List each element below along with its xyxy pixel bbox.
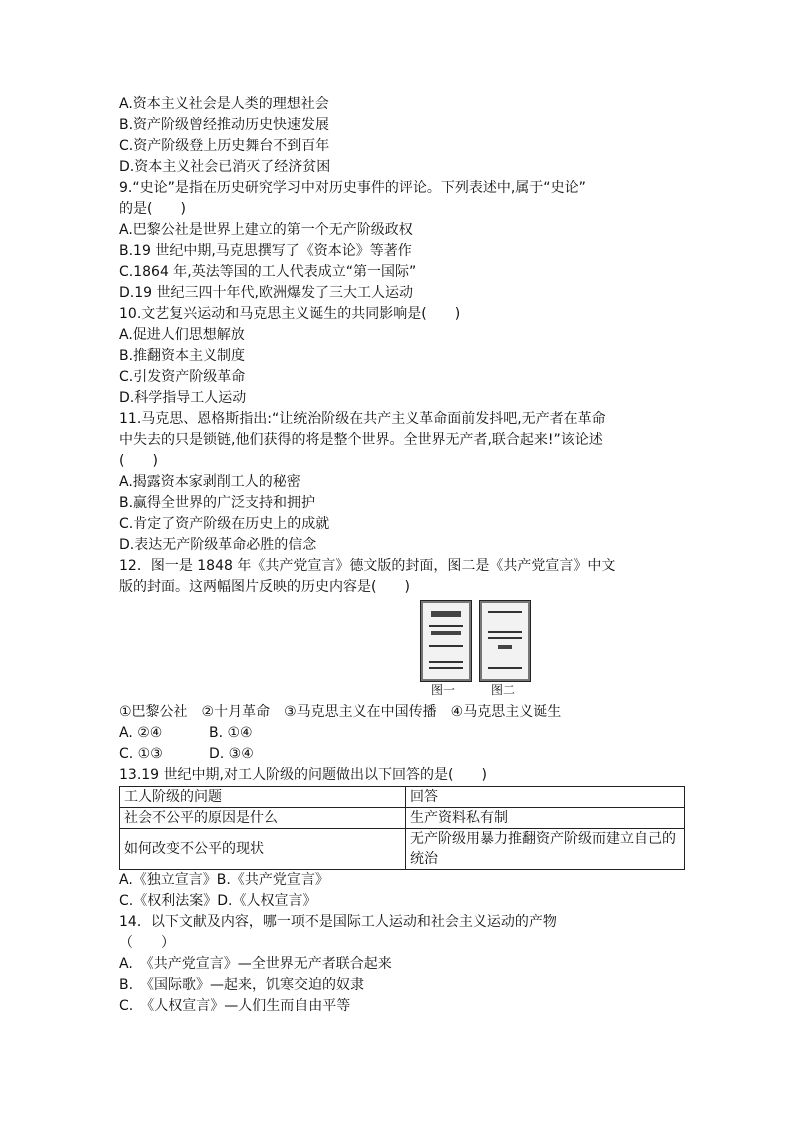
question-14-stem: 14．以下文献及内容，哪一项不是国际工人运动和社会主义运动的产物 xyxy=(119,914,557,930)
option-b: B.资产阶级曾经推动历史快速发展 xyxy=(119,117,330,133)
table-cell: 无产阶级用暴力推翻资产阶级而建立自己的统治 xyxy=(406,829,685,870)
figure-1-caption: 图一 xyxy=(431,683,456,697)
chinese-edition-cover-image xyxy=(479,600,531,682)
option-b: B.19 世纪中期,马克思撰写了《资本论》等著作 xyxy=(119,243,412,259)
question-12-choices: ①巴黎公社 ②十月革命 ③马克思主义在中国传播 ④马克思主义诞生 xyxy=(119,704,562,720)
table-header-cell: 回答 xyxy=(406,787,685,808)
table-cell: 社会不公平的原因是什么 xyxy=(120,808,406,829)
option-d: D.19 世纪三四十年代,欧洲爆发了三大工人运动 xyxy=(119,285,413,301)
question-sheet xyxy=(119,94,684,1017)
option-c: C.1864 年,英法等国的工人代表成立“第一国际” xyxy=(119,264,417,280)
option-b: B. 《国际歌》—起来，饥寒交迫的奴隶 xyxy=(119,977,365,993)
question-answer-table xyxy=(119,786,685,870)
option-b: B.赢得全世界的广泛支持和拥护 xyxy=(119,495,316,511)
table-cell: 生产资料私有制 xyxy=(406,808,685,829)
option-a: A.揭露资本家剥削工人的秘密 xyxy=(119,474,301,490)
german-edition-cover-image xyxy=(420,600,472,682)
question-13 xyxy=(119,765,684,912)
question-14 xyxy=(119,912,684,1017)
option-a: A.促进人们思想解放 xyxy=(119,327,245,343)
option-c: C. 《人权宣言》—人们生而自由平等 xyxy=(119,998,351,1014)
option-a: A. ②④ xyxy=(119,725,163,741)
question-11-blank: ( ) xyxy=(119,453,158,469)
option-b: B.推翻资本主义制度 xyxy=(119,348,246,364)
table-row xyxy=(120,808,685,829)
options-row-cd xyxy=(119,744,684,765)
table-cell: 如何改变不公平的现状 xyxy=(120,829,406,870)
option-a: A. 《共产党宣言》—全世界无产者联合起来 xyxy=(119,956,392,972)
option-d: D.表达无产阶级革命必胜的信念 xyxy=(119,537,317,553)
options-row-ab: A.《独立宣言》B.《共产党宣言》 xyxy=(119,872,329,888)
option-c: C.资产阶级登上历史舞台不到百年 xyxy=(119,138,330,154)
option-c: C.引发资产阶级革命 xyxy=(119,369,246,385)
options-row-ab xyxy=(119,723,684,744)
question-13-stem: 13.19 世纪中期,对工人阶级的问题做出以下回答的是( ) xyxy=(119,767,487,783)
question-12 xyxy=(119,556,684,765)
question-14-blank: （ ） xyxy=(119,935,175,951)
question-12-stem-cont: 版的封面。这两幅图片反映的历史内容是( ) xyxy=(119,579,410,595)
question-9-stem: 9.“史论”是指在历史研究学习中对历史事件的评论。下列表述中,属于“史论” xyxy=(119,180,586,196)
question-10 xyxy=(119,304,684,409)
question-12-stem: 12．图一是 1848 年《共产党宣言》德文版的封面，图二是《共产党宣言》中文 xyxy=(119,558,616,574)
question-11 xyxy=(119,409,684,556)
table-header-row xyxy=(120,787,685,808)
option-d: D.科学指导工人运动 xyxy=(119,390,247,406)
option-c: C.肯定了资产阶级在历史上的成就 xyxy=(119,516,330,532)
manifesto-covers-figure xyxy=(119,598,684,702)
figure-2-caption: 图二 xyxy=(491,683,516,697)
options-row-cd: C.《权利法案》D.《人权宣言》 xyxy=(119,893,317,909)
option-a: A.资本主义社会是人类的理想社会 xyxy=(119,96,329,112)
question-9-stem-cont: 的是( ) xyxy=(119,201,186,217)
option-a: A.巴黎公社是世界上建立的第一个无产阶级政权 xyxy=(119,222,413,238)
question-11-stem-cont: 中失去的只是锁链,他们获得的将是整个世界。全世界无产者,联合起来!”该论述 xyxy=(119,432,603,448)
table-row xyxy=(120,829,685,870)
question-11-stem: 11.马克思、恩格斯指出:“让统治阶级在共产主义革命面前发抖吧,无产者在革命 xyxy=(119,411,606,427)
question-10-stem: 10.文艺复兴运动和马克思主义诞生的共同影响是( ) xyxy=(119,306,461,322)
option-d: D. ③④ xyxy=(209,746,254,762)
option-c: C. ①③ xyxy=(119,746,163,762)
table-header-cell: 工人阶级的问题 xyxy=(120,787,406,808)
question-9 xyxy=(119,178,684,304)
option-d: D.资本主义社会已消灭了经济贫困 xyxy=(119,159,331,175)
prev-question-options xyxy=(119,94,684,178)
option-b: B. ①④ xyxy=(209,725,253,741)
